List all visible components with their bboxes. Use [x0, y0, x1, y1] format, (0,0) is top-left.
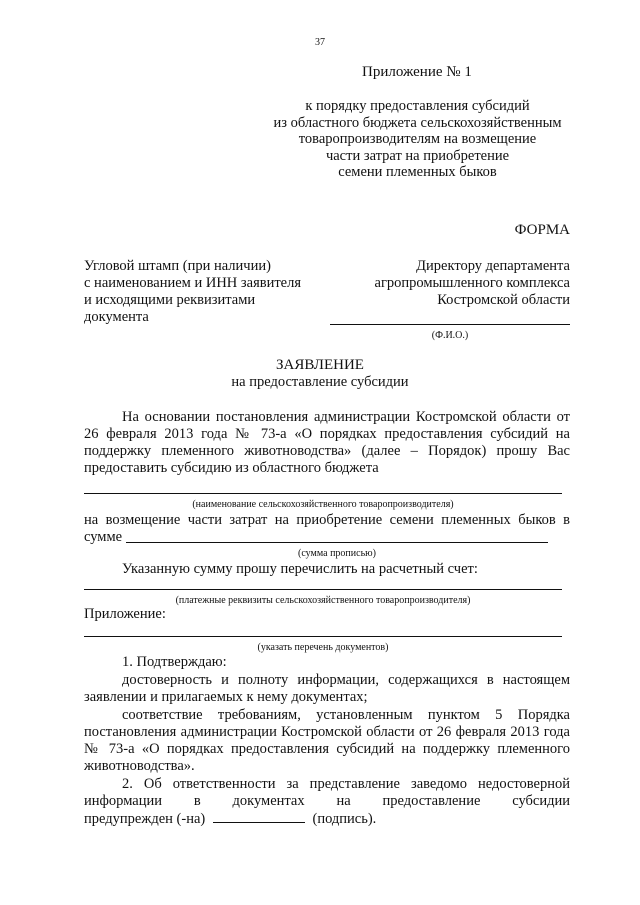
recipient-block	[375, 258, 570, 309]
sum-label: сумме	[84, 529, 123, 545]
stamp-line: Угловой штамп (при наличии)	[84, 258, 271, 274]
annex-title: Приложение № 1	[362, 64, 472, 80]
fio-caption: (Ф.И.О.)	[431, 330, 469, 341]
confirm-item-2: соответствие требованиям, установленным пунктом 5 Порядка постановления администрации Костромской области от 26 февраля 2013 года № 73-а «О порядках предоставления субсидий на поддержку племенного животноводства».	[84, 707, 570, 774]
annex-line: из областного бюджета сельскохозяйственным	[273, 114, 562, 131]
page-number: 37	[315, 37, 325, 48]
attachment-label: Приложение:	[84, 606, 166, 622]
confirm-heading: 1. Подтверждаю:	[122, 654, 227, 670]
annex-line: к порядку предоставления субсидий	[305, 98, 530, 114]
form-label: ФОРМА	[514, 222, 570, 238]
annex-line: семени племенных быков	[338, 164, 497, 180]
fio-underline	[330, 324, 570, 325]
stamp-line: документа	[84, 309, 149, 325]
recipient-line: Костромской области	[437, 292, 570, 308]
documents-caption: (указать перечень документов)	[257, 642, 389, 653]
warned-label: предупрежден (-на)	[84, 811, 206, 827]
annex-line: части затрат на приобретение	[325, 147, 510, 164]
confirm-item-1: достоверность и полноту информации, содержащихся в настоящем заявлении и прилагаемых к нему документах;	[84, 672, 570, 705]
sum-caption: (сумма прописью)	[298, 548, 376, 559]
stamp-line: и исходящими реквизитами	[84, 292, 256, 308]
payment-caption: (платежные реквизиты сельскохозяйственного товаропроизводителя)	[175, 595, 471, 606]
annex-line: товаропроизводителям на возмещение	[298, 131, 537, 147]
signature-blank	[213, 810, 305, 823]
responsibility-paragraph: 2. Об ответственности за представление заведомо недостоверной информации в документах на предоставление субсидии	[84, 776, 570, 809]
signature-label: (подпись).	[312, 811, 377, 827]
producer-name-line	[84, 493, 562, 494]
recipient-line: Директору департамента	[416, 258, 570, 274]
statement-subtitle: на предоставление субсидии	[231, 374, 409, 390]
sum-line	[126, 542, 548, 543]
payment-line	[84, 589, 562, 590]
producer-caption: (наименование сельскохозяйственного товаропроизводителя)	[192, 499, 454, 510]
warned-line	[84, 810, 376, 828]
purpose-line: на возмещение части затрат на приобретение семени племенных быков в	[84, 512, 570, 528]
intro-paragraph: На основании постановления администрации Костромской области от 26 февраля 2013 года № 73-а «О порядках предоставления субсидий на поддержку племенного животноводства» (далее – Порядок) прошу Вас предоставить субсидию из областного бюджета	[84, 409, 570, 476]
corner-stamp-note	[84, 258, 344, 326]
transfer-text: Указанную сумму прошу перечислить на расчетный счет:	[122, 561, 478, 577]
statement-title: ЗАЯВЛЕНИЕ	[276, 357, 364, 373]
recipient-line: агропромышленного комплекса	[374, 275, 570, 291]
stamp-line: с наименованием и ИНН заявителя	[84, 275, 302, 291]
annex-subtitle	[250, 98, 585, 181]
documents-line	[84, 636, 562, 637]
